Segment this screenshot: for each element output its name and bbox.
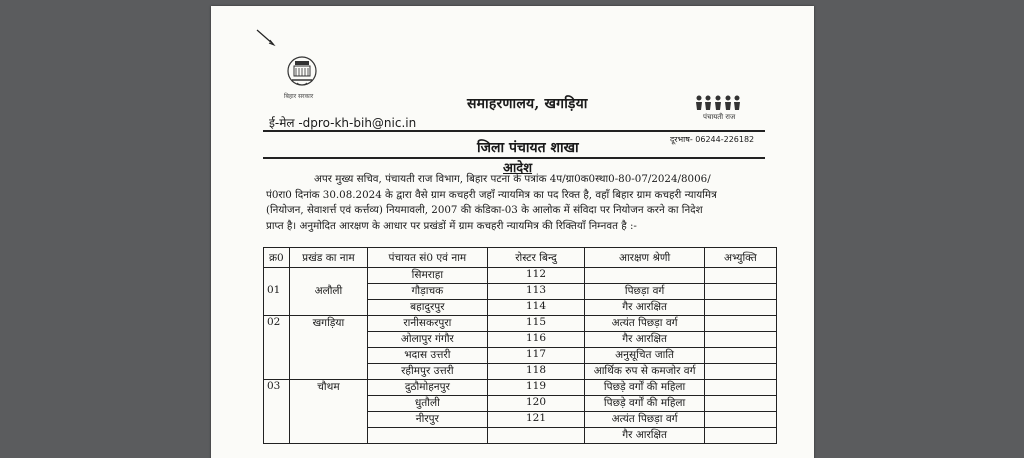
cell-sn: 01 (264, 284, 290, 300)
cell-category: आर्थिक रुप से कमजोर वर्ग (585, 364, 704, 380)
table-row (264, 396, 777, 412)
paragraph-line-1: अपर मुख्य सचिव, पंचायती राज विभाग, बिहार पटना के पत्रांक 4प/ग्रा0क0स्था0-80-07/2024/8006/ (314, 173, 711, 185)
cell-sn (264, 412, 290, 428)
cell-block: अलौली (289, 284, 368, 300)
cell-panchayat: गौड़ाचक (368, 284, 487, 300)
col-header-sn: क्र0 (264, 248, 290, 268)
cell-roster: 117 (487, 348, 585, 364)
email-address: ई-मेल -dpro-kh-bih@nic.in (269, 116, 417, 130)
cell-sn (264, 428, 290, 444)
cell-block (289, 428, 368, 444)
cell-roster: 116 (487, 332, 585, 348)
cell-sn (264, 348, 290, 364)
table-row (264, 412, 777, 428)
header-divider (263, 130, 765, 132)
cell-remarks (704, 412, 776, 428)
cell-panchayat: सिमराहा (368, 268, 487, 284)
cell-category (585, 268, 704, 284)
col-header-remarks: अभ्युक्ति (704, 248, 776, 268)
cell-remarks (704, 268, 776, 284)
cell-panchayat: नीरपुर (368, 412, 487, 428)
col-header-block: प्रखंड का नाम (289, 248, 368, 268)
cell-remarks (704, 300, 776, 316)
document-page (211, 6, 814, 458)
cell-panchayat: रानीसकरपुरा (368, 316, 487, 332)
cell-remarks (704, 316, 776, 332)
cell-roster: 121 (487, 412, 585, 428)
cell-block: खगड़िया (289, 316, 368, 332)
table-row (264, 364, 777, 380)
cell-block (289, 268, 368, 284)
cell-category: अनुसूचित जाति (585, 348, 704, 364)
cell-block (289, 348, 368, 364)
cell-category: गैर आरक्षित (585, 300, 704, 316)
cell-remarks (704, 284, 776, 300)
cell-sn: 03 (264, 380, 290, 396)
cell-remarks (704, 380, 776, 396)
cell-roster: 120 (487, 396, 585, 412)
panchayati-raj-logo-icon (693, 94, 743, 112)
paragraph-line-4: प्राप्त है। अनुमोदित आरक्षण के आधार पर प्रखंडों में ग्राम कचहरी न्यायमित्र की रिक्तियाँ निम्नवत है :- (266, 220, 637, 233)
cell-block (289, 396, 368, 412)
emblem-caption: बिहार सरकार (284, 93, 314, 100)
cell-category: पिछड़े वर्गों की महिला (585, 396, 704, 412)
vacancy-table (263, 247, 777, 444)
cell-panchayat: रहीमपुर उत्तरी (368, 364, 487, 380)
table-row (264, 380, 777, 396)
cell-remarks (704, 348, 776, 364)
cell-category: पिछड़े वर्गों की महिला (585, 380, 704, 396)
cell-block (289, 412, 368, 428)
table-header-row (264, 248, 777, 268)
table-row (264, 332, 777, 348)
section-heading: जिला पंचायत शाखा (477, 140, 579, 156)
cell-panchayat (368, 428, 487, 444)
cell-block (289, 332, 368, 348)
cell-block: चौथम (289, 380, 368, 396)
cell-sn: 02 (264, 316, 290, 332)
cell-block (289, 300, 368, 316)
cell-remarks (704, 428, 776, 444)
cell-roster: 119 (487, 380, 585, 396)
col-header-roster: रोस्टर बिन्दु (487, 248, 585, 268)
cell-roster: 113 (487, 284, 585, 300)
cell-category: अत्यंत पिछड़ा वर्ग (585, 316, 704, 332)
order-heading: आदेश (503, 161, 533, 176)
table-row (264, 284, 777, 300)
panchayati-raj-caption: पंचायती राज (703, 113, 736, 121)
cell-roster: 115 (487, 316, 585, 332)
table-row (264, 428, 777, 444)
table-row (264, 300, 777, 316)
cell-remarks (704, 364, 776, 380)
office-name: समाहरणालय, खगड़िया (467, 96, 588, 112)
cell-panchayat: भदास उत्तरी (368, 348, 487, 364)
cell-panchayat: बहादुरपुर (368, 300, 487, 316)
bihar-govt-emblem-icon (283, 53, 321, 93)
cell-remarks (704, 396, 776, 412)
cell-category: गैर आरक्षित (585, 428, 704, 444)
cell-roster: 118 (487, 364, 585, 380)
phone-number: दूरभाष- 06244-226182 (670, 135, 755, 144)
cell-sn (264, 300, 290, 316)
cell-roster (487, 428, 585, 444)
cell-panchayat: दुठौमोहनपुर (368, 380, 487, 396)
cell-sn (264, 332, 290, 348)
table-row (264, 348, 777, 364)
cell-sn (264, 364, 290, 380)
cell-panchayat: ओलापुर गंगौर (368, 332, 487, 348)
cell-roster: 112 (487, 268, 585, 284)
cell-panchayat: धुतौली (368, 396, 487, 412)
cell-sn (264, 268, 290, 284)
col-header-category: आरक्षण श्रेणी (585, 248, 704, 268)
col-header-panchayat: पंचायत सं0 एवं नाम (368, 248, 487, 268)
table-row (264, 316, 777, 332)
cell-roster: 114 (487, 300, 585, 316)
order-paragraph (266, 172, 776, 235)
cell-remarks (704, 332, 776, 348)
cell-sn (264, 396, 290, 412)
cell-category: पिछड़ा वर्ग (585, 284, 704, 300)
pen-mark-icon (255, 28, 277, 48)
paragraph-line-3: (नियोजन, सेवाशर्त्त एवं कर्त्तव्य) नियमावली, 2007 की कंडिका-03 के आलोक में संविदा पर नियोजन करने का निदेश (266, 204, 703, 217)
cell-category: अत्यंत पिछड़ा वर्ग (585, 412, 704, 428)
paragraph-line-2: पं0रा0 दिनांक 30.08.2024 के द्वारा वैसे ग्राम कचहरी जहाँ न्यायमित्र का पद रिक्त है, वहाँ बिहार ग्राम कचहरी न्यायमित्र (266, 188, 717, 201)
cell-block (289, 364, 368, 380)
table-row (264, 268, 777, 284)
cell-category: गैर आरक्षित (585, 332, 704, 348)
